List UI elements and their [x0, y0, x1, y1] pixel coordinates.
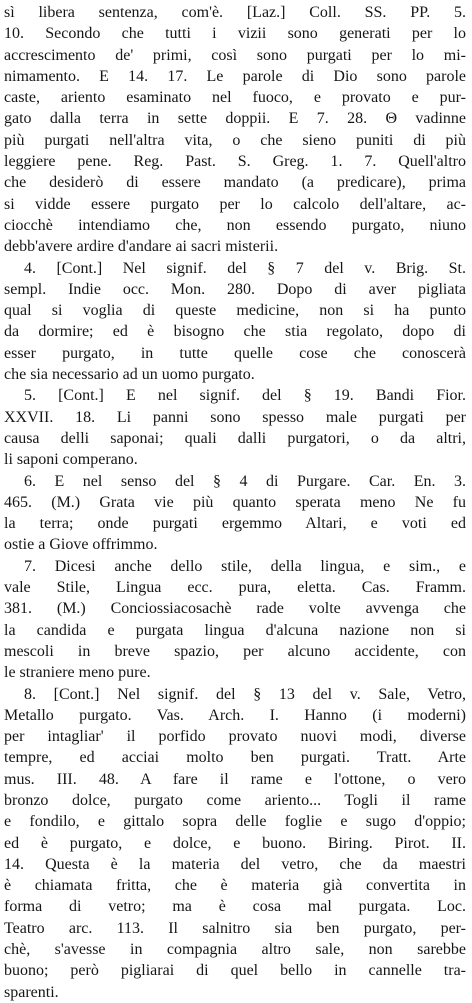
text-line: XXVII. 18. Li panni sono spesso male purgati per — [4, 408, 466, 426]
text-line: 5. [Cont.] E nel signif. del § 19. Bandi Fior. — [24, 387, 466, 405]
text-line: 381. (M.) Conciossiacosachè rade volte avvenga che — [4, 600, 466, 618]
text-line: 6. E nel senso del § 4 di Purgare. Car. En. 3. — [24, 472, 466, 490]
text-line: Metallo purgato. Vas. Arch. I. Hanno (i moderni) — [4, 706, 466, 724]
text-line: leggiere pene. Reg. Past. S. Greg. 1. 7. Quell'altro — [4, 153, 466, 171]
text-line: caste, ariento esaminato nel fuoco, e provato e pur- — [4, 89, 466, 107]
text-line: causa delli saponai; quali dalli purgatori, o da altri, — [4, 429, 466, 447]
text-line: chè, s'avesse in compagnia altro sale, non sarebbe — [4, 941, 466, 959]
text-line: 8. [Cont.] Nel signif. del § 13 del v. Sale, Vetro, — [24, 685, 466, 703]
text-line: forma di vetro; ma è cosa mal purgata. Loc. — [4, 898, 466, 916]
text-line: 10. Secondo che tutti i vizii sono generati per lo — [4, 25, 466, 43]
text-line: è chiamata fritta, che è materia già convertita in — [4, 877, 466, 895]
text-line: più purgati nell'altra vita, o che sieno puniti di più — [4, 131, 466, 149]
text-line: ciocchè intendiamo che, non essendo purgato, niuno — [4, 216, 466, 234]
text-line: 465. (M.) Grata vie più quanto sperata meno Ne fu — [4, 493, 466, 511]
text-line: gato dalla terra in sette doppii. E 7. 28. Θ vadinne — [4, 110, 466, 128]
text-line: mescoli in breve spazio, per alcuno accidente, con — [4, 642, 466, 660]
text-line: qual si voglia di queste medicine, non si ha punto — [4, 302, 466, 320]
text-line: la candida e purgata lingua d'alcuna nazione non si — [4, 621, 466, 639]
text-line: esser purgato, in tutte quelle cose che conoscerà — [4, 344, 466, 362]
text-line: accrescimento de' primi, così sono purgati per lo mi- — [4, 46, 466, 64]
text-line: da dormire; ed è bisogno che stia regolato, dopo di — [4, 323, 466, 341]
text-line: 14. Questa è la materia del vetro, che da maestri — [4, 855, 466, 873]
text-line: la terra; onde purgati ergemmo Altari, e voti ed — [4, 515, 466, 533]
text-line: sempl. Indie occ. Mon. 280. Dopo di aver pigliata — [4, 280, 466, 298]
text-line: Teatro arc. 113. Il salnitro sia ben purgato, per- — [4, 919, 466, 937]
text-line: le straniere meno pure. — [4, 664, 151, 682]
text-line: sì libera sentenza, com'è. [Laz.] Coll. SS. PP. 5. — [4, 4, 466, 21]
text-line: sparenti. — [4, 983, 59, 1001]
text-line: che sia necessario ad un uomo purgato. — [4, 366, 255, 384]
text-line: ostie a Giove offrimmo. — [4, 536, 158, 554]
text-line: tempre, ed acciai molto ben purgati. Tratt. Arte — [4, 749, 466, 767]
text-line: li saponi comperano. — [4, 451, 138, 469]
text-line: bronzo dolce, purgato come ariento... Togli il rame — [4, 791, 466, 809]
text-line: ed è purgato, e dolce, e buono. Biring. Pirot. II. — [4, 834, 466, 852]
text-line: per intagliar' il porfido provato nuovi modi, diverse — [4, 728, 466, 746]
text-line: 7. Dicesi anche dello stile, della lingua, e sim., e — [24, 557, 466, 575]
dictionary-page — [4, 2, 466, 1003]
text-line: vale Stile, Lingua ecc. pura, eletta. Cas. Framm. — [4, 579, 466, 597]
text-line: si vidde essere purgato per lo calcolo dell'altare, ac- — [4, 195, 466, 213]
text-line: debb'avere ardire d'andare ai sacri misterii. — [4, 238, 279, 256]
text-line: e fondilo, e gittalo sopra delle foglie e sugo d'oppio; — [4, 813, 466, 831]
text-line: buono; però pigliarai di quel bello in cannelle tra- — [4, 962, 466, 980]
text-line: 4. [Cont.] Nel signif. del § 7 del v. Brig. St. — [24, 259, 466, 277]
text-line: che desiderò di essere mandato (a predicare), prima — [4, 174, 466, 192]
text-line: nimamento. E 14. 17. Le parole di Dio sono parole — [4, 67, 466, 85]
text-line: mus. III. 48. A fare il rame e l'ottone, o vero — [4, 770, 466, 788]
